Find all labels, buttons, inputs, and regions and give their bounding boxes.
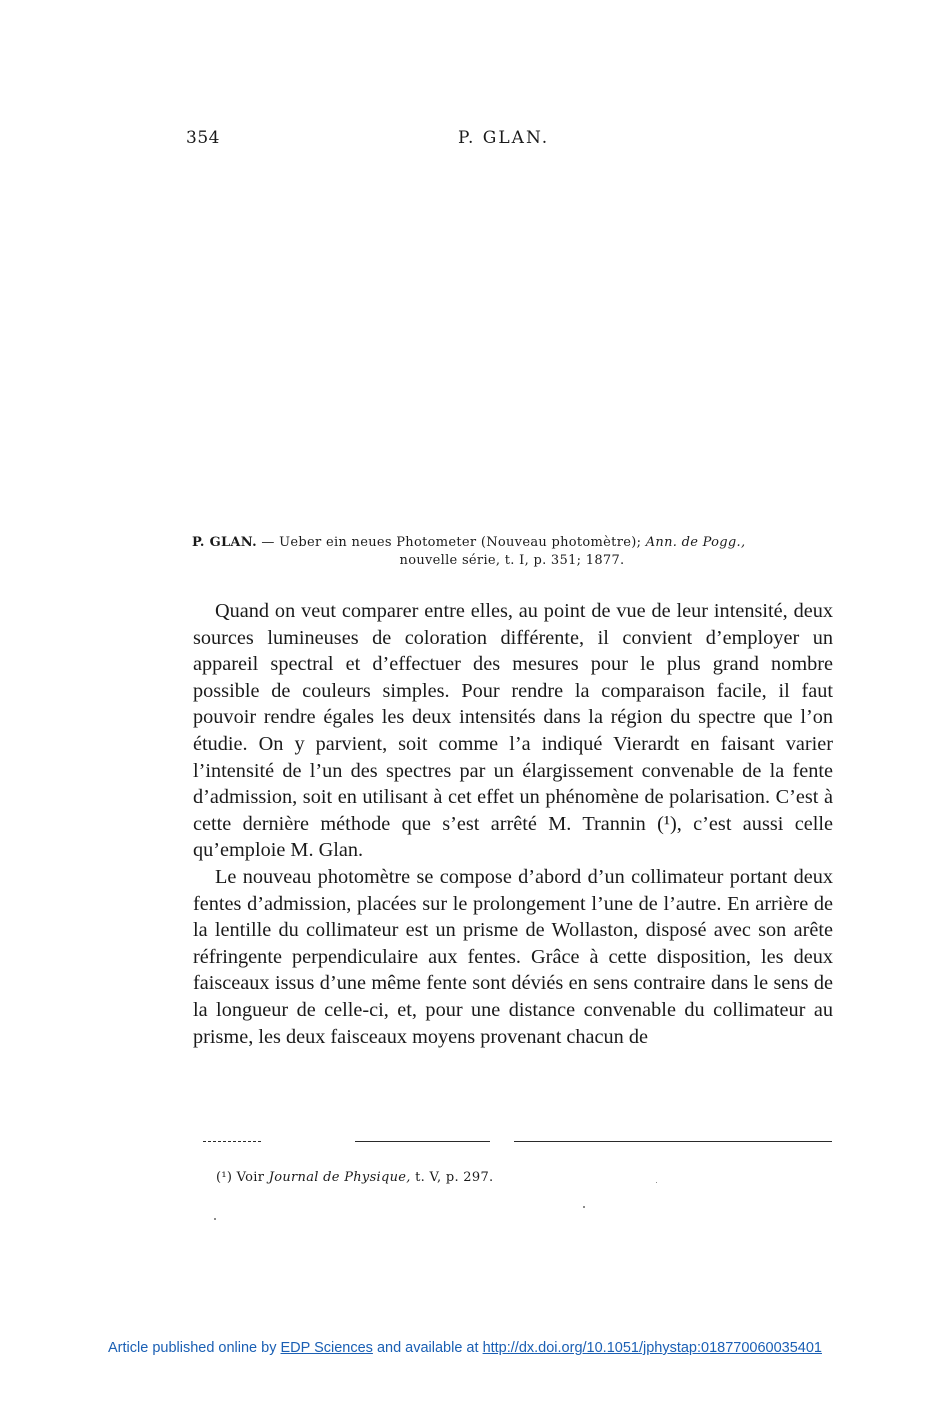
footnote-rule-segment xyxy=(355,1141,490,1142)
footnote-marker: (¹) Voir xyxy=(216,1170,269,1185)
running-head: P. GLAN. xyxy=(458,128,550,148)
reference-dash: — xyxy=(256,535,280,550)
reference-title: Ueber ein neues Photometer (Nouveau photomètre); xyxy=(279,535,642,550)
reference-line-1 xyxy=(192,534,832,552)
scan-speck xyxy=(656,1182,657,1183)
doi-link[interactable]: http://dx.doi.org/10.1051/jphystap:018770060035401 xyxy=(482,1340,822,1356)
footnote-journal: Journal de Physique, xyxy=(268,1170,411,1185)
footnote-citation: t. V, p. 297. xyxy=(410,1170,494,1185)
reference-journal: Ann. de Pogg., xyxy=(645,535,746,550)
reference-author: P. GLAN. xyxy=(192,535,257,550)
banner-middle: and available at xyxy=(372,1340,483,1356)
scan-speck xyxy=(214,1218,216,1220)
reference-line-2: nouvelle série, t. I, p. 351; 1877. xyxy=(399,553,625,568)
bibliographic-reference xyxy=(192,534,832,570)
footnote xyxy=(216,1170,493,1185)
footnote-rule-segment xyxy=(203,1141,261,1142)
banner-prefix: Article published online by xyxy=(108,1340,281,1356)
article-body xyxy=(193,598,833,1050)
footnote-rule-segment xyxy=(514,1141,832,1142)
page-number: 354 xyxy=(186,128,220,148)
publication-banner xyxy=(0,1340,930,1356)
paragraph: Le nouveau photomètre se compose d’abord d’un collimateur portant deux fentes d’admission, placées sur le prolongement l’une de l’autre. En arrière de la lentille du collimateur est un prisme de Wollaston, disposé avec son arête réfringente perpendiculaire aux fentes. Grâce à cette disposition, les deux faisceaux issus d’une même fente sont déviés en sens contraire dans le sens de la longueur de celle-ci, et, pour une distance convenable du collimateur au prisme, les deux faisceaux moyens provenant chacun de xyxy=(193,865,833,1048)
scan-speck xyxy=(583,1206,585,1208)
publisher-link[interactable]: EDP Sciences xyxy=(280,1340,373,1356)
paragraph: Quand on veut comparer entre elles, au point de vue de leur intensité, deux sources lumineuses de coloration différente, il convient d’employer un appareil spectral et d’effectuer des mesures pour le plus grand nombre possible de couleurs simples. Pour rendre la comparaison facile, il faut pouvoir rendre égales les deux intensités dans la région du spectre que l’on étudie. On y parvient, soit comme l’a indiqué Vierardt en faisant varier l’intensité de l’un des spectres par un élargissement convenable de la fente d’admission, soit en utilisant à cet effet un phénomène de polarisation. C’est à cette dernière méthode que s’est arrêté M. Trannin (¹), c’est aussi celle qu’emploie M. Glan. xyxy=(193,600,833,862)
